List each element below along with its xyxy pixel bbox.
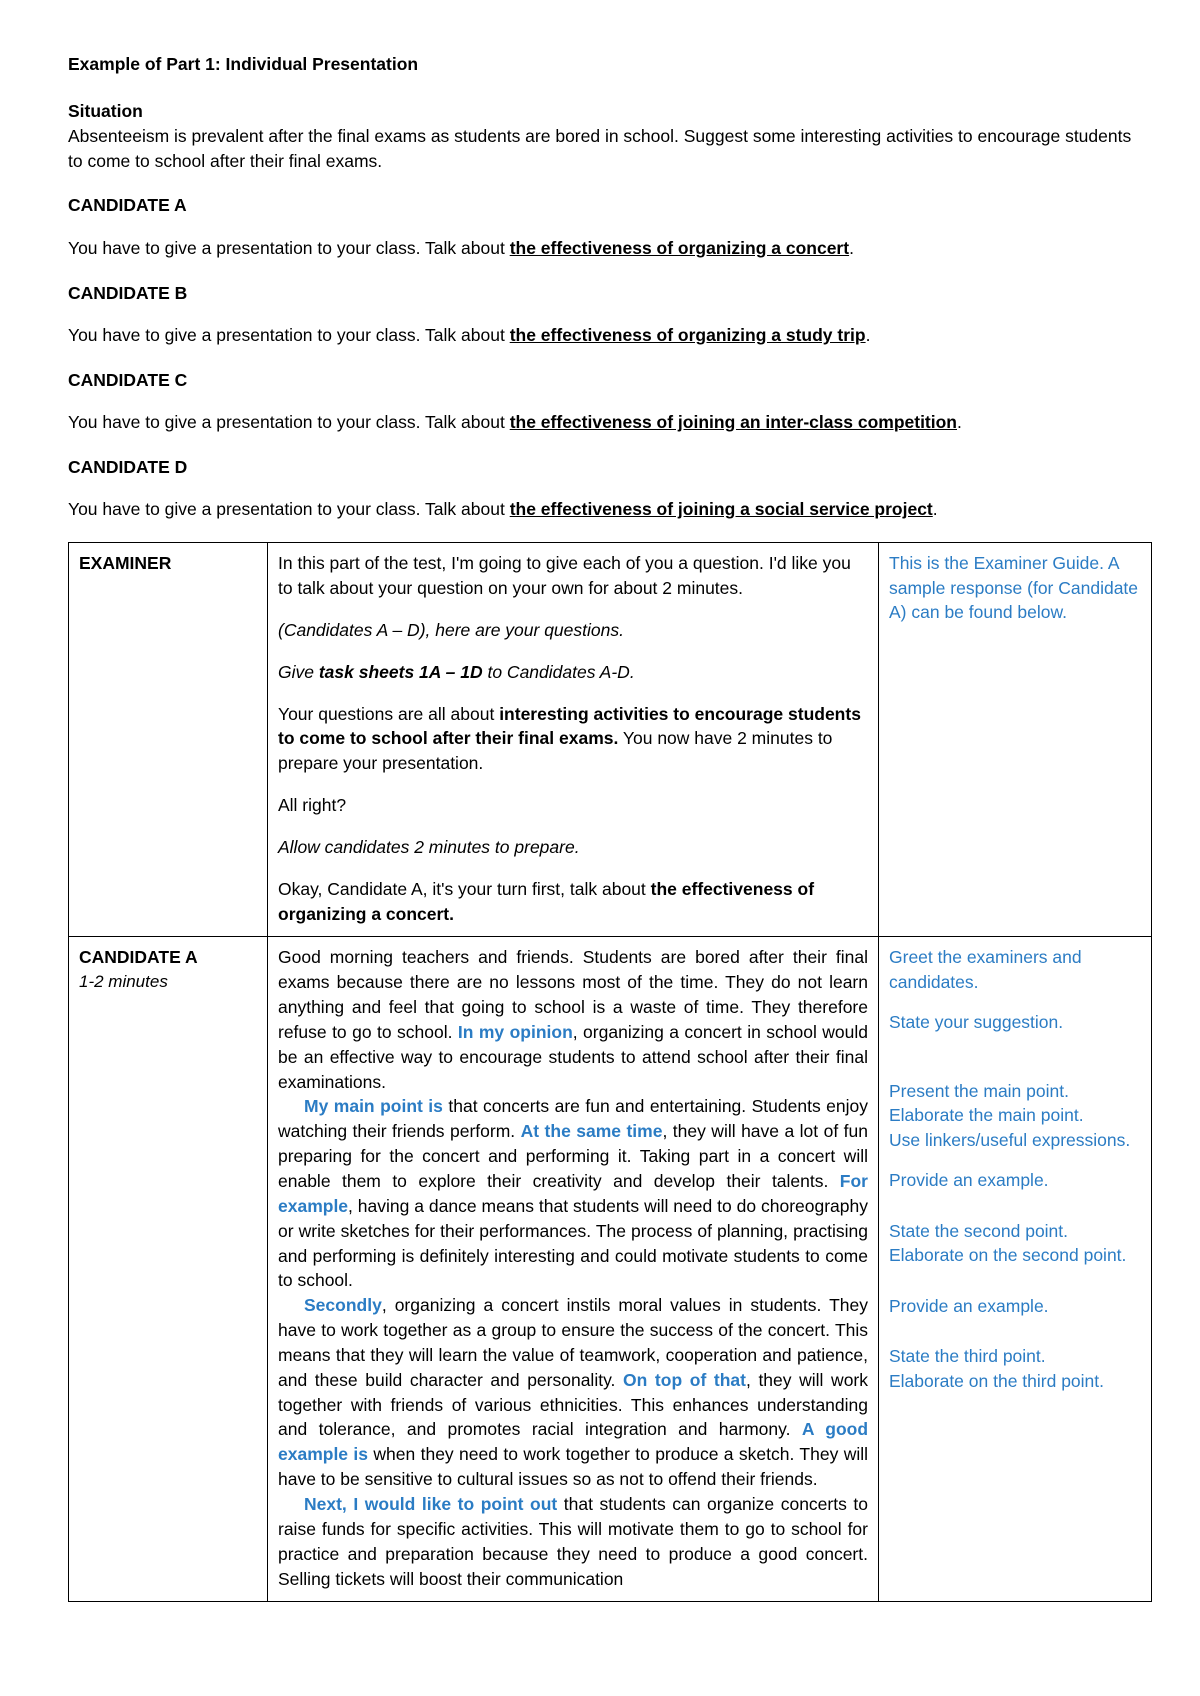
candidate-a-paragraph-3 bbox=[278, 1293, 868, 1492]
ca-p2-highlight-3: For example bbox=[278, 1171, 868, 1216]
candidate-b-prompt bbox=[68, 281, 1132, 348]
candidate-a-lead: You have to give a presentation to your class. Talk about bbox=[68, 237, 510, 258]
examiner-line-5: All right? bbox=[278, 795, 347, 816]
candidate-c-topic: the effectiveness of joining an inter-class competition bbox=[509, 412, 957, 433]
candidate-a-note-8: Elaborate on the second point. bbox=[889, 1245, 1127, 1266]
candidate-a-prompt bbox=[68, 193, 1132, 260]
candidate-a-note-3: Present the main point. bbox=[889, 1080, 1069, 1101]
candidate-a-note-6: Provide an example. bbox=[889, 1170, 1049, 1191]
candidate-a-notes-cell bbox=[879, 937, 1152, 1602]
ca-p4-a: that students can organize concerts to raise funds for specific activities. This will motivate them to go to school for practice and preparation because they need to produce a good concert. Selling tickets will boost their communication bbox=[278, 1493, 869, 1589]
candidate-a-speaker-cell bbox=[69, 937, 268, 1602]
ca-p2-b: , they will have a lot of fun preparing for the concert and performing it. Taking part in a concert will enable them to explore their creativity and develop their talents. bbox=[278, 1121, 868, 1191]
examiner-line-4-pre: Your questions are all about bbox=[278, 703, 500, 724]
ca-p1-b: , organizing a concert in school would be an effective way to encourage students to attend school after their final examinations. bbox=[278, 1021, 868, 1092]
examiner-note-1: This is the Examiner Guide. A sample response (for Candidate A) can be found below. bbox=[889, 553, 1139, 623]
ca-p2-c: , having a dance means that students will need to do choreography or write sketches for their performances. The process of planning, practising and performing is definitely interesting and could motivate students to come to school. bbox=[278, 1195, 868, 1291]
candidate-a-note-11: Elaborate on the third point. bbox=[889, 1370, 1105, 1391]
ca-p1-highlight-1: In my opinion bbox=[457, 1021, 573, 1042]
candidate-a-note-1: Greet the examiners and candidates. bbox=[889, 947, 1082, 992]
examiner-line-4-post: You now have 2 minutes to prepare your presentation. bbox=[278, 728, 833, 774]
examiner-line-3 bbox=[278, 660, 868, 685]
candidate-a-note-4: Elaborate the main point. bbox=[889, 1105, 1084, 1126]
ca-p2-highlight-1: My main point is bbox=[304, 1096, 443, 1117]
candidate-a-note-9: Provide an example. bbox=[889, 1295, 1049, 1316]
candidate-c-label: CANDIDATE C bbox=[68, 369, 188, 390]
examiner-line-6: Allow candidates 2 minutes to prepare. bbox=[278, 836, 580, 857]
candidate-c-lead: You have to give a presentation to your class. Talk about bbox=[68, 412, 510, 433]
candidate-a-note-7: State the second point. bbox=[889, 1220, 1069, 1241]
candidate-d-label: CANDIDATE D bbox=[68, 456, 188, 477]
transcript-table bbox=[68, 542, 1152, 1602]
candidate-a-paragraph-4 bbox=[278, 1492, 868, 1591]
examiner-line-1: In this part of the test, I'm going to give each of you a question. I'd like you to talk about your question on your own for about 2 minutes. bbox=[278, 553, 851, 598]
candidate-a-paragraph-2 bbox=[278, 1094, 868, 1293]
candidate-a-duration: 1-2 minutes bbox=[79, 972, 168, 992]
candidate-a-paragraph-1 bbox=[278, 945, 868, 1094]
ca-p3-highlight-1: Secondly bbox=[304, 1295, 382, 1316]
ca-p4-highlight-1: Next, I would like to point out bbox=[304, 1493, 558, 1514]
candidate-d-lead: You have to give a presentation to your class. Talk about bbox=[68, 499, 510, 520]
candidate-d-instruction bbox=[68, 497, 1132, 522]
candidate-a-response-cell bbox=[268, 937, 879, 1602]
examiner-notes-cell bbox=[879, 543, 1152, 937]
candidate-d-topic: the effectiveness of joining a social service project bbox=[509, 499, 933, 520]
examiner-line-7-bold: the effectiveness of organizing a concert. bbox=[278, 878, 815, 924]
table-row-examiner bbox=[69, 543, 1152, 937]
examiner-line-7-pre: Okay, Candidate A, it's your turn first, talk about bbox=[278, 878, 651, 899]
ca-p3-b: , they will work together with friends of various ethnicities. This enhances understanding and tolerance, and promotes racial integration and harmony. bbox=[278, 1369, 868, 1440]
ca-p2-highlight-2: At the same time bbox=[520, 1121, 663, 1142]
table-row-candidate-a bbox=[69, 937, 1152, 1602]
examiner-line-7 bbox=[278, 877, 868, 927]
ca-p3-a: , organizing a concert instils moral values in students. They have to work together as a group to ensure the success of the concert. This means that they will learn the value of teamwork, cooperation and patience, and these build character and personality. bbox=[278, 1295, 868, 1390]
candidate-a-speaker-label: CANDIDATE A bbox=[79, 947, 198, 968]
candidate-c-instruction bbox=[68, 410, 1132, 435]
candidate-c-prompt bbox=[68, 368, 1132, 435]
examiner-script-cell bbox=[268, 543, 879, 937]
situation-text: Absenteeism is prevalent after the final exams as students are bored in school. Suggest some interesting activities to encourage students to come to school after their final exams. bbox=[68, 125, 1132, 171]
examiner-speaker-label: EXAMINER bbox=[79, 553, 172, 574]
candidate-a-topic: the effectiveness of organizing a concert bbox=[509, 237, 850, 258]
examiner-line-3-post: to Candidates A-D. bbox=[482, 661, 635, 682]
candidate-b-lead: You have to give a presentation to your class. Talk about bbox=[68, 324, 510, 345]
candidate-a-note-2: State your suggestion. bbox=[889, 1012, 1064, 1033]
candidate-c-tail: . bbox=[957, 412, 962, 433]
candidate-d-tail: . bbox=[932, 499, 938, 520]
candidate-a-tail: . bbox=[849, 237, 854, 258]
examiner-line-4 bbox=[278, 702, 868, 777]
candidate-a-note-10: State the third point. bbox=[889, 1346, 1046, 1367]
ca-p3-c: when they need to work together to produce a sketch. They will have to be sensitive to cultural issues so as not to offend their friends. bbox=[278, 1444, 868, 1490]
ca-p3-highlight-2: On top of that bbox=[623, 1369, 746, 1390]
candidate-b-instruction bbox=[68, 323, 1132, 348]
examiner-line-3-bold: task sheets 1A – 1D bbox=[318, 661, 483, 682]
examiner-line-2: (Candidates A – D), here are your questions. bbox=[278, 619, 624, 640]
situation-block bbox=[68, 99, 1132, 174]
candidate-b-tail: . bbox=[865, 324, 871, 345]
candidate-b-topic: the effectiveness of organizing a study trip bbox=[509, 324, 866, 345]
ca-p2-a: that concerts are fun and entertaining. Students enjoy watching their friends perform. bbox=[278, 1096, 868, 1142]
situation-label: Situation bbox=[68, 100, 143, 121]
candidate-a-label: CANDIDATE A bbox=[68, 195, 187, 216]
ca-p3-highlight-3: A good example is bbox=[278, 1419, 869, 1465]
examiner-line-3-pre: Give bbox=[278, 661, 319, 682]
examiner-speaker-cell bbox=[69, 543, 268, 937]
ca-p1-a: Good morning teachers and friends. Students are bored after their final exams because there are no lessons most of the time. They do not learn anything and feel that going to school is a waste of time. They therefore refuse to go to school. bbox=[278, 947, 868, 1042]
candidate-a-instruction bbox=[68, 236, 1132, 261]
candidate-d-prompt bbox=[68, 455, 1132, 522]
page-title: Example of Part 1: Individual Presentation bbox=[68, 54, 419, 74]
examiner-line-4-bold: interesting activities to encourage students to come to school after their final exams. bbox=[278, 703, 861, 749]
candidate-a-note-5: Use linkers/useful expressions. bbox=[889, 1129, 1131, 1150]
candidate-b-label: CANDIDATE B bbox=[68, 282, 188, 303]
